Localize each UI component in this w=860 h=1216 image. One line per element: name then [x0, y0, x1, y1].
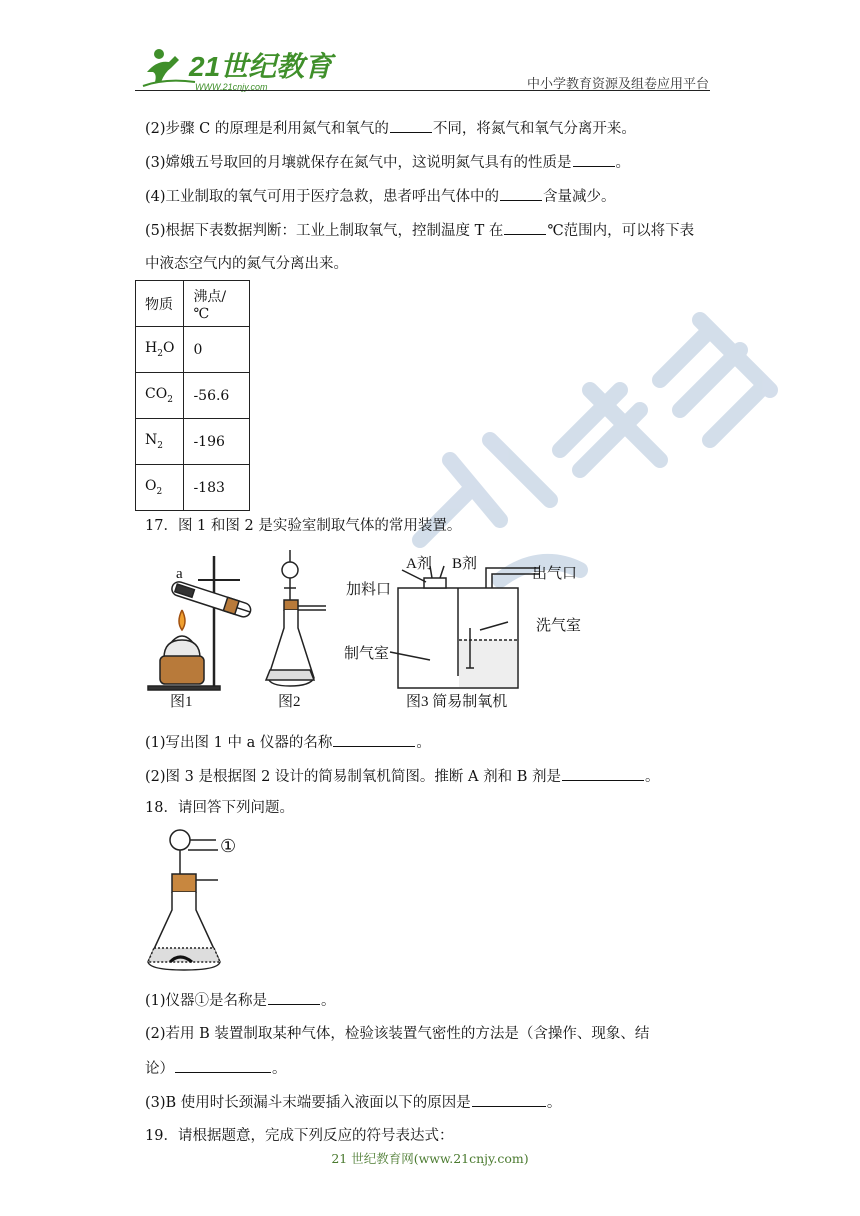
washing-chamber-label: 洗气室	[536, 618, 582, 634]
inlet-label: 加料口	[346, 582, 392, 598]
label-a: a	[176, 566, 183, 582]
q16-part5-cont: 中液态空气内的氮气分离出来。	[145, 256, 348, 272]
q16-part3: (3)嫦娥五号取回的月壤就保存在氮气中，这说明氮气具有的性质是 。	[145, 152, 630, 173]
boiling-point-cell: 0	[184, 327, 250, 373]
fig3-caption: 图3 简易制氧机	[406, 694, 508, 710]
boiling-point-cell: -183	[184, 465, 250, 511]
logo-icon	[135, 42, 365, 94]
substance-cell: $N_2$	[136, 419, 184, 465]
answer-blank[interactable]	[268, 990, 320, 1005]
q16-part4: (4)工业制取的氧气可用于医疗急救，患者呼出气体中的 含量减少。	[145, 186, 616, 207]
outlet-label: 出气口	[532, 566, 578, 582]
answer-blank[interactable]	[175, 1058, 271, 1073]
agent-b-label: B剂	[452, 556, 478, 572]
fig2-caption: 图2	[278, 694, 301, 710]
q18-part2-cont: 论） 。	[145, 1058, 287, 1079]
answer-blank[interactable]	[333, 732, 415, 747]
substance-cell: $H_2O$	[136, 327, 184, 373]
page-header	[135, 38, 715, 94]
stand-base	[148, 686, 220, 690]
answer-blank[interactable]	[472, 1092, 546, 1107]
answer-blank[interactable]	[500, 186, 542, 201]
q18-part1: (1)仪器①是名称是 。	[145, 990, 336, 1011]
platform-name: 中小学教育资源及组卷应用平台	[526, 77, 709, 92]
agent-a-label: A剂	[406, 556, 432, 572]
table-header-cell: 沸点/℃	[184, 281, 250, 327]
substance-cell: $CO_2$	[136, 373, 184, 419]
table-row	[136, 327, 250, 373]
substance-cell: $O_2$	[136, 465, 184, 511]
q18-part2: (2)若用 B 装置制取某种气体，检验该装置气密性的方法是（含操作、现象、结	[145, 1026, 650, 1042]
fig1-caption: 图1	[170, 694, 193, 710]
q16-part5: (5)根据下表数据判断：工业上制取氧气，控制温度 T 在 ℃范围内，可以将下表	[145, 220, 694, 241]
table-header-cell: 物质	[136, 281, 184, 327]
reactor-label: 制气室	[344, 646, 390, 662]
answer-blank[interactable]	[573, 152, 615, 167]
svg-text:21世纪教育: 21世纪教育	[189, 51, 333, 82]
boiling-point-cell: -196	[184, 419, 250, 465]
q19-stem: 19．请根据题意，完成下列反应的符号表达式：	[145, 1128, 454, 1144]
table-header-row	[136, 281, 250, 327]
answer-blank[interactable]	[562, 766, 644, 781]
answer-blank[interactable]	[390, 118, 432, 133]
q17-stem: 17．图 1 和图 2 是实验室制取气体的常用装置。	[145, 518, 462, 534]
boiling-point-cell: -56.6	[184, 373, 250, 419]
header-divider	[135, 90, 710, 91]
q17-part2: (2)图 3 是根据图 2 设计的简易制氧机简图。推断 A 剂和 B 剂是 。	[145, 766, 660, 787]
svg-text:WWW.21cnjy.com: WWW.21cnjy.com	[195, 82, 268, 92]
page-footer: 21 世纪教育网(www.21cnjy.com)	[331, 1151, 529, 1166]
boiling-point-table	[135, 280, 250, 511]
table-row	[136, 465, 250, 511]
answer-blank[interactable]	[504, 220, 546, 235]
table-row	[136, 373, 250, 419]
table-row	[136, 419, 250, 465]
q18-part3: (3)B 使用时长颈漏斗末端要插入液面以下的原因是 。	[145, 1092, 561, 1113]
label-1-icon: ①	[220, 836, 237, 857]
apparatus-figure-17	[140, 548, 600, 713]
apparatus-figure-18	[140, 822, 250, 982]
q18-stem: 18．请回答下列问题。	[145, 800, 294, 816]
q16-part2: (2)步骤 C 的原理是利用氮气和氧气的 不同，将氮气和氧气分离开来。	[145, 118, 636, 139]
q17-part1: (1)写出图 1 中 a 仪器的名称 。	[145, 732, 431, 753]
